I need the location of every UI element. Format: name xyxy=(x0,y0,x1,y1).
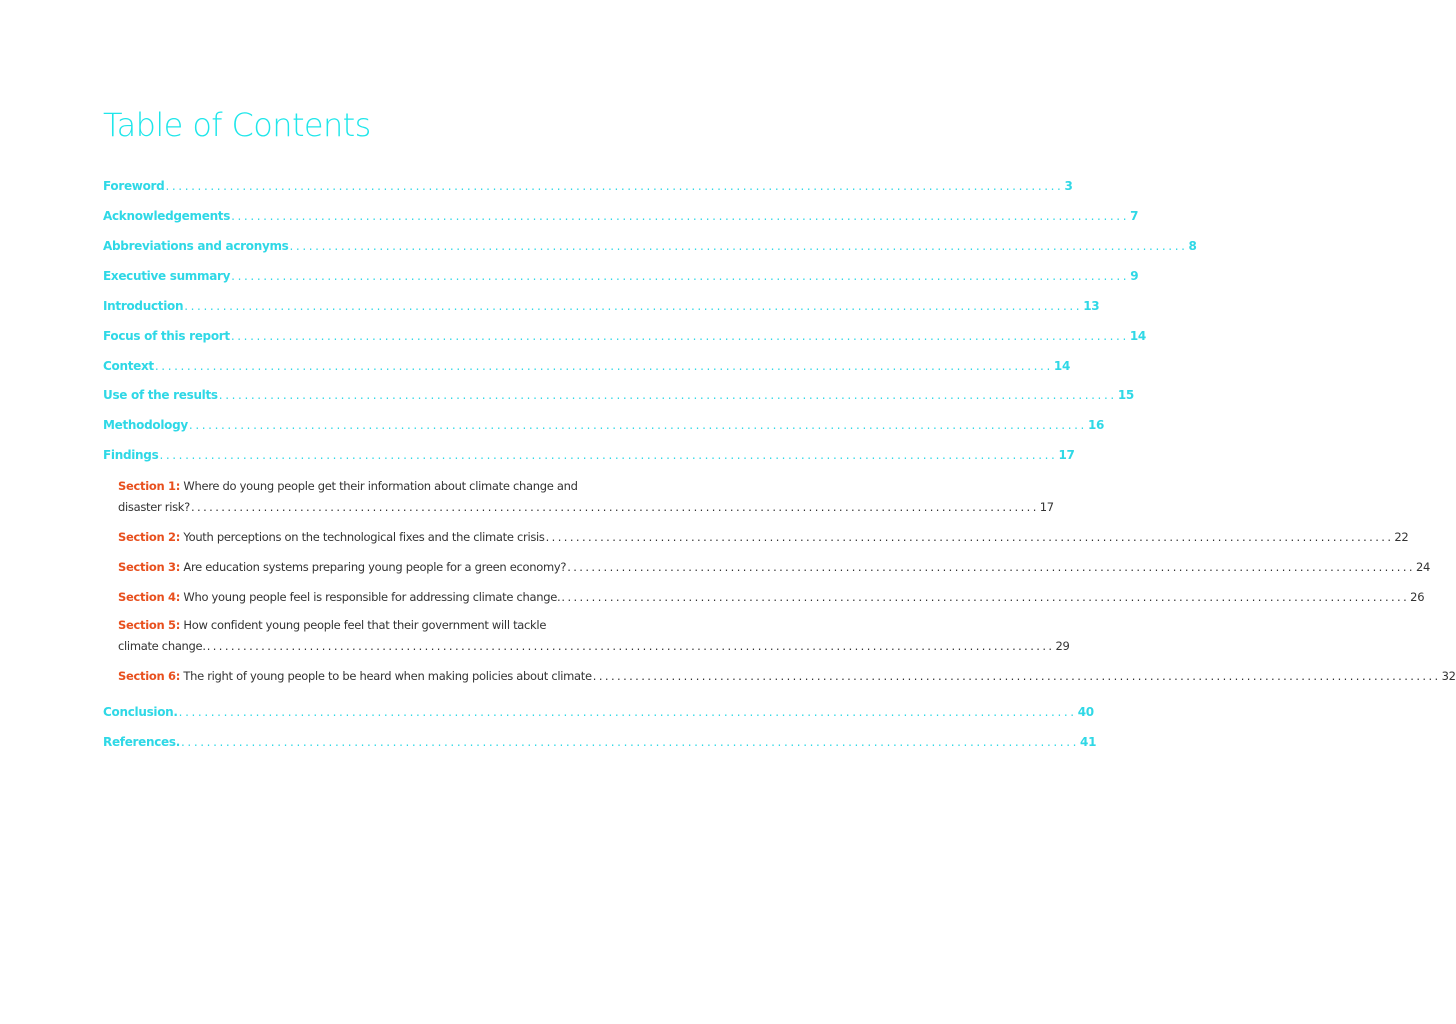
toc-entry-references[interactable] xyxy=(103,732,1097,750)
dot-leader: ............................................................................................................................................ xyxy=(231,209,1130,223)
toc-section-6[interactable] xyxy=(118,666,1456,684)
toc-entry-page: 26 xyxy=(1410,590,1425,604)
toc-entry-page: 17 xyxy=(1039,500,1054,514)
toc-entry-context[interactable] xyxy=(103,356,1070,374)
toc-section-4[interactable] xyxy=(118,587,1425,605)
toc-entry-label: Context xyxy=(103,359,154,373)
page-title: Table of Contents xyxy=(103,106,371,144)
dot-leader: ............................................................................................................................................ xyxy=(218,388,1117,402)
toc-entry-page: 16 xyxy=(1087,418,1105,432)
dot-leader: ............................................................................................................................................ xyxy=(181,735,1080,749)
dot-leader: ............................................................................................................................................ xyxy=(230,329,1129,343)
toc-entry-methodology[interactable] xyxy=(103,415,1105,433)
toc-entry-page: 8 xyxy=(1188,239,1197,253)
dot-leader: ............................................................................................................................................ xyxy=(231,269,1130,283)
dot-leader: ............................................................................................................................................ xyxy=(206,639,1055,653)
dot-leader: ............................................................................................................................................ xyxy=(188,418,1087,432)
section-title: Are education systems preparing young people for a green economy? xyxy=(180,560,567,574)
toc-entry-page: 24 xyxy=(1415,560,1431,574)
toc-entry-conclusion[interactable] xyxy=(103,702,1094,720)
section-prefix: Section 1: xyxy=(118,479,181,493)
section-title: How confident young people feel that their government will tackle xyxy=(180,618,547,632)
section-title: The right of young people to be heard when making policies about climate xyxy=(180,669,592,683)
section-title-cont: climate change. xyxy=(118,639,206,653)
toc-entry-page: 15 xyxy=(1117,388,1134,402)
toc-entry-page: 29 xyxy=(1055,639,1070,653)
toc-section-3[interactable] xyxy=(118,557,1431,575)
toc-entry-use-of-results[interactable] xyxy=(103,385,1134,403)
dot-leader: ............................................................................................................................................ xyxy=(592,669,1441,683)
toc-section-2[interactable] xyxy=(118,527,1409,545)
toc-entry-introduction[interactable] xyxy=(103,296,1100,314)
dot-leader: ............................................................................................................................................ xyxy=(289,239,1188,253)
section-prefix: Section 5: xyxy=(118,618,181,632)
section-title: Youth perceptions on the technological fixes and the climate crisis xyxy=(180,530,545,544)
toc-entry-label: References. xyxy=(103,735,180,749)
toc-entry-label: Use of the results xyxy=(103,388,218,402)
toc-entry-focus[interactable] xyxy=(103,326,1146,344)
toc-entry-label: Abbreviations and acronyms xyxy=(103,239,289,253)
toc-section-5-line1[interactable] xyxy=(118,617,618,633)
dot-leader: ............................................................................................................................................ xyxy=(545,530,1394,544)
section-prefix: Section 4: xyxy=(118,590,181,604)
section-prefix: Section 6: xyxy=(118,669,181,683)
toc-entry-label: Focus of this report xyxy=(103,329,230,343)
toc-entry-label: Findings xyxy=(103,448,159,462)
toc-entry-page: 22 xyxy=(1394,530,1409,544)
toc-entry-page: 32 xyxy=(1441,669,1456,683)
toc-entry-page: 14 xyxy=(1129,329,1146,343)
toc-entry-label: Executive summary xyxy=(103,269,231,283)
toc-entry-label: Conclusion. xyxy=(103,705,178,719)
toc-entry-page: 7 xyxy=(1130,209,1139,223)
dot-leader: ............................................................................................................................................ xyxy=(561,590,1410,604)
dot-leader: ............................................................................................................................................ xyxy=(159,448,1058,462)
toc-section-1-line2[interactable] xyxy=(118,497,1054,515)
section-prefix: Section 2: xyxy=(118,530,181,544)
toc-entry-executive-summary[interactable] xyxy=(103,266,1139,284)
toc-entry-acknowledgements[interactable] xyxy=(103,206,1139,224)
dot-leader: ............................................................................................................................................ xyxy=(165,179,1064,193)
toc-entry-page: 40 xyxy=(1077,705,1094,719)
toc-entry-label: Foreword xyxy=(103,179,165,193)
dot-leader: ............................................................................................................................................ xyxy=(178,705,1077,719)
section-title: Who young people feel is responsible for addressing climate change. xyxy=(180,590,561,604)
section-title: Where do young people get their information about climate change and xyxy=(180,479,578,493)
dot-leader: ............................................................................................................................................ xyxy=(567,560,1415,574)
toc-entry-findings[interactable] xyxy=(103,445,1075,463)
section-prefix: Section 3: xyxy=(118,560,181,574)
toc-entry-page: 41 xyxy=(1080,735,1097,749)
toc-entry-foreword[interactable] xyxy=(103,176,1073,194)
toc-section-1-line1[interactable] xyxy=(118,478,618,494)
toc-section-5-line2[interactable] xyxy=(118,636,1070,654)
toc-entry-label: Methodology xyxy=(103,418,188,432)
toc-entry-label: Introduction xyxy=(103,299,184,313)
dot-leader: ............................................................................................................................................ xyxy=(154,359,1053,373)
toc-entry-page: 9 xyxy=(1130,269,1139,283)
toc-entry-page: 14 xyxy=(1053,359,1070,373)
section-title-cont: disaster risk? xyxy=(118,500,190,514)
toc-entry-abbreviations[interactable] xyxy=(103,236,1197,254)
toc-entry-page: 3 xyxy=(1064,179,1073,193)
toc-entry-page: 13 xyxy=(1083,299,1100,313)
toc-entry-label: Acknowledgements xyxy=(103,209,231,223)
dot-leader: ............................................................................................................................................ xyxy=(184,299,1083,313)
toc-entry-page: 17 xyxy=(1058,448,1075,462)
dot-leader: ............................................................................................................................................ xyxy=(190,500,1039,514)
